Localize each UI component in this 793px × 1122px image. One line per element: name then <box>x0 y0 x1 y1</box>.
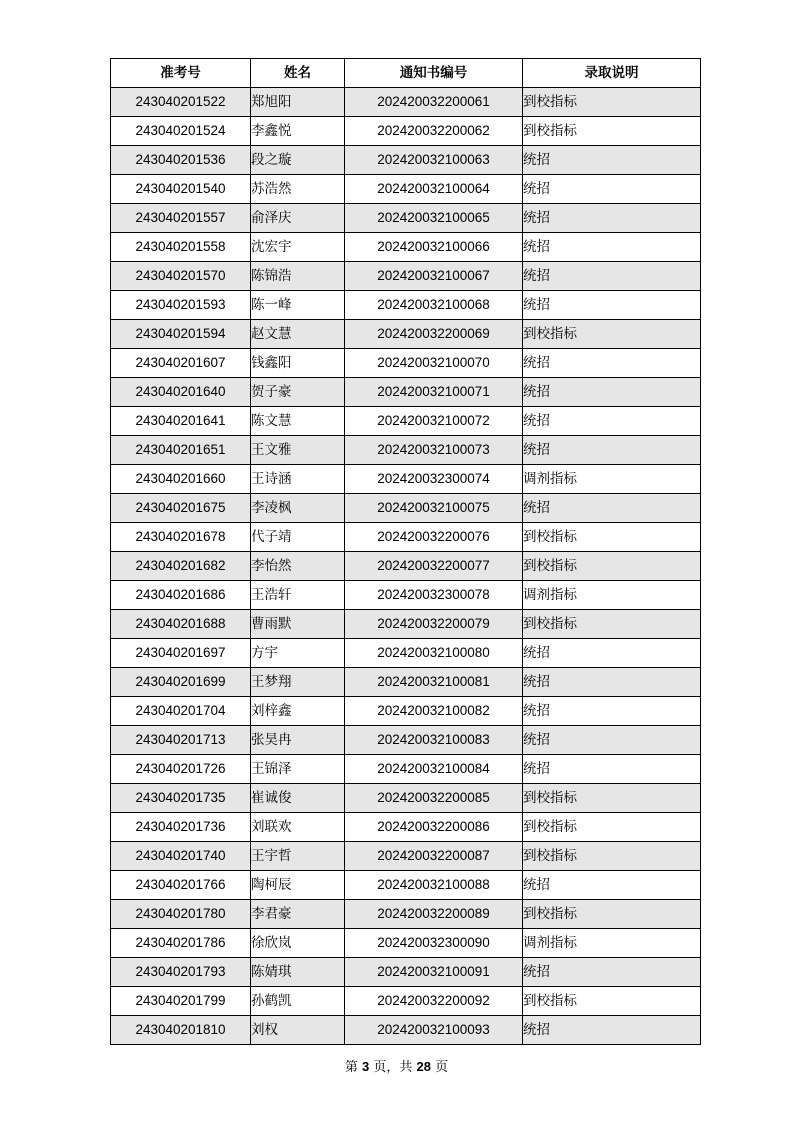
cell-admission-note: 到校指标 <box>523 117 701 146</box>
footer-prefix: 第 <box>344 1060 358 1075</box>
cell-exam-id: 243040201699 <box>111 668 251 697</box>
table-row <box>111 407 701 436</box>
cell-admission-note: 到校指标 <box>523 987 701 1016</box>
cell-name: 崔诚俊 <box>251 784 345 813</box>
cell-notice-number: 202420032100067 <box>345 262 523 291</box>
table-row <box>111 813 701 842</box>
footer-suffix: 页 <box>435 1060 449 1075</box>
cell-admission-note: 统招 <box>523 726 701 755</box>
cell-admission-note: 调剂指标 <box>523 581 701 610</box>
cell-notice-number: 202420032100071 <box>345 378 523 407</box>
cell-notice-number: 202420032100083 <box>345 726 523 755</box>
cell-notice-number: 202420032300078 <box>345 581 523 610</box>
cell-name: 王浩轩 <box>251 581 345 610</box>
table-header-row <box>111 59 701 88</box>
cell-exam-id: 243040201713 <box>111 726 251 755</box>
cell-exam-id: 243040201786 <box>111 929 251 958</box>
cell-admission-note: 统招 <box>523 871 701 900</box>
cell-notice-number: 202420032100064 <box>345 175 523 204</box>
cell-name: 陶柯辰 <box>251 871 345 900</box>
cell-notice-number: 202420032300090 <box>345 929 523 958</box>
cell-name: 钱鑫阳 <box>251 349 345 378</box>
cell-notice-number: 202420032200061 <box>345 88 523 117</box>
cell-admission-note: 统招 <box>523 349 701 378</box>
cell-notice-number: 202420032100075 <box>345 494 523 523</box>
cell-admission-note: 到校指标 <box>523 900 701 929</box>
cell-admission-note: 统招 <box>523 668 701 697</box>
cell-exam-id: 243040201704 <box>111 697 251 726</box>
cell-exam-id: 243040201651 <box>111 436 251 465</box>
cell-exam-id: 243040201607 <box>111 349 251 378</box>
header-exam-id: 准考号 <box>111 59 251 88</box>
cell-name: 孙鹤凯 <box>251 987 345 1016</box>
table-row <box>111 291 701 320</box>
table-row <box>111 523 701 552</box>
cell-notice-number: 202420032100068 <box>345 291 523 320</box>
cell-exam-id: 243040201641 <box>111 407 251 436</box>
table-row <box>111 146 701 175</box>
cell-exam-id: 243040201735 <box>111 784 251 813</box>
cell-admission-note: 统招 <box>523 958 701 987</box>
cell-admission-note: 统招 <box>523 755 701 784</box>
table-row <box>111 697 701 726</box>
cell-name: 陈婧琪 <box>251 958 345 987</box>
cell-name: 曹雨默 <box>251 610 345 639</box>
table-row <box>111 929 701 958</box>
cell-notice-number: 202420032100084 <box>345 755 523 784</box>
cell-admission-note: 统招 <box>523 204 701 233</box>
cell-notice-number: 202420032200087 <box>345 842 523 871</box>
table-row <box>111 871 701 900</box>
cell-exam-id: 243040201594 <box>111 320 251 349</box>
cell-exam-id: 243040201570 <box>111 262 251 291</box>
cell-admission-note: 统招 <box>523 262 701 291</box>
table-row <box>111 610 701 639</box>
cell-exam-id: 243040201540 <box>111 175 251 204</box>
table-row <box>111 175 701 204</box>
cell-notice-number: 202420032100073 <box>345 436 523 465</box>
table-row <box>111 552 701 581</box>
header-notice-number: 通知书编号 <box>345 59 523 88</box>
table-row <box>111 494 701 523</box>
table-row <box>111 581 701 610</box>
table-row <box>111 668 701 697</box>
cell-name: 王诗涵 <box>251 465 345 494</box>
cell-name: 刘权 <box>251 1016 345 1045</box>
table-row <box>111 465 701 494</box>
cell-exam-id: 243040201675 <box>111 494 251 523</box>
cell-name: 王锦泽 <box>251 755 345 784</box>
cell-name: 徐欣岚 <box>251 929 345 958</box>
cell-notice-number: 202420032200086 <box>345 813 523 842</box>
cell-exam-id: 243040201593 <box>111 291 251 320</box>
table-row <box>111 784 701 813</box>
cell-admission-note: 统招 <box>523 436 701 465</box>
cell-name: 沈宏宇 <box>251 233 345 262</box>
cell-name: 郑旭阳 <box>251 88 345 117</box>
cell-exam-id: 243040201810 <box>111 1016 251 1045</box>
cell-name: 李怡然 <box>251 552 345 581</box>
cell-name: 李凌枫 <box>251 494 345 523</box>
cell-admission-note: 到校指标 <box>523 842 701 871</box>
cell-exam-id: 243040201726 <box>111 755 251 784</box>
cell-exam-id: 243040201740 <box>111 842 251 871</box>
cell-notice-number: 202420032200076 <box>345 523 523 552</box>
cell-exam-id: 243040201686 <box>111 581 251 610</box>
table-row <box>111 1016 701 1045</box>
cell-name: 刘梓鑫 <box>251 697 345 726</box>
table-row <box>111 320 701 349</box>
cell-exam-id: 243040201536 <box>111 146 251 175</box>
cell-name: 陈一峰 <box>251 291 345 320</box>
table-row <box>111 842 701 871</box>
cell-admission-note: 统招 <box>523 1016 701 1045</box>
cell-notice-number: 202420032200069 <box>345 320 523 349</box>
cell-exam-id: 243040201678 <box>111 523 251 552</box>
cell-notice-number: 202420032100063 <box>345 146 523 175</box>
cell-notice-number: 202420032300074 <box>345 465 523 494</box>
cell-exam-id: 243040201640 <box>111 378 251 407</box>
cell-admission-note: 调剂指标 <box>523 465 701 494</box>
cell-exam-id: 243040201780 <box>111 900 251 929</box>
cell-name: 王文雅 <box>251 436 345 465</box>
cell-notice-number: 202420032200089 <box>345 900 523 929</box>
cell-name: 李君豪 <box>251 900 345 929</box>
cell-admission-note: 统招 <box>523 175 701 204</box>
table-row <box>111 233 701 262</box>
cell-notice-number: 202420032200085 <box>345 784 523 813</box>
cell-exam-id: 243040201766 <box>111 871 251 900</box>
cell-name: 王梦翔 <box>251 668 345 697</box>
cell-admission-note: 统招 <box>523 494 701 523</box>
cell-admission-note: 到校指标 <box>523 784 701 813</box>
table-row <box>111 639 701 668</box>
cell-name: 李鑫悦 <box>251 117 345 146</box>
page-footer <box>0 1056 793 1075</box>
table-row <box>111 88 701 117</box>
admission-table <box>110 58 701 1045</box>
cell-name: 代子靖 <box>251 523 345 552</box>
cell-notice-number: 202420032100080 <box>345 639 523 668</box>
cell-exam-id: 243040201524 <box>111 117 251 146</box>
cell-name: 赵文慧 <box>251 320 345 349</box>
cell-notice-number: 202420032100093 <box>345 1016 523 1045</box>
table-row <box>111 436 701 465</box>
footer-total-pages: 28 <box>416 1059 431 1074</box>
table-row <box>111 349 701 378</box>
cell-name: 刘联欢 <box>251 813 345 842</box>
cell-notice-number: 202420032100070 <box>345 349 523 378</box>
cell-admission-note: 统招 <box>523 233 701 262</box>
table-row <box>111 378 701 407</box>
cell-exam-id: 243040201799 <box>111 987 251 1016</box>
cell-admission-note: 统招 <box>523 639 701 668</box>
cell-notice-number: 202420032100072 <box>345 407 523 436</box>
table-row <box>111 958 701 987</box>
cell-name: 段之璇 <box>251 146 345 175</box>
cell-exam-id: 243040201688 <box>111 610 251 639</box>
cell-notice-number: 202420032100091 <box>345 958 523 987</box>
cell-admission-note: 统招 <box>523 291 701 320</box>
cell-exam-id: 243040201522 <box>111 88 251 117</box>
cell-admission-note: 到校指标 <box>523 523 701 552</box>
cell-notice-number: 202420032100088 <box>345 871 523 900</box>
cell-name: 俞泽庆 <box>251 204 345 233</box>
cell-exam-id: 243040201682 <box>111 552 251 581</box>
cell-notice-number: 202420032100081 <box>345 668 523 697</box>
cell-exam-id: 243040201660 <box>111 465 251 494</box>
cell-name: 苏浩然 <box>251 175 345 204</box>
cell-notice-number: 202420032200079 <box>345 610 523 639</box>
cell-notice-number: 202420032100082 <box>345 697 523 726</box>
table-row <box>111 900 701 929</box>
cell-admission-note: 调剂指标 <box>523 929 701 958</box>
cell-notice-number: 202420032100066 <box>345 233 523 262</box>
cell-notice-number: 202420032200077 <box>345 552 523 581</box>
table-row <box>111 262 701 291</box>
cell-admission-note: 到校指标 <box>523 320 701 349</box>
table-body <box>111 88 701 1045</box>
cell-exam-id: 243040201736 <box>111 813 251 842</box>
cell-notice-number: 202420032100065 <box>345 204 523 233</box>
cell-name: 陈锦浩 <box>251 262 345 291</box>
cell-admission-note: 统招 <box>523 378 701 407</box>
cell-name: 王宇哲 <box>251 842 345 871</box>
cell-name: 张昊冉 <box>251 726 345 755</box>
cell-admission-note: 统招 <box>523 146 701 175</box>
cell-exam-id: 243040201557 <box>111 204 251 233</box>
cell-admission-note: 到校指标 <box>523 813 701 842</box>
footer-middle: 页，共 <box>373 1060 413 1075</box>
cell-exam-id: 243040201697 <box>111 639 251 668</box>
cell-exam-id: 243040201558 <box>111 233 251 262</box>
cell-admission-note: 到校指标 <box>523 88 701 117</box>
cell-notice-number: 202420032200092 <box>345 987 523 1016</box>
header-admission-note: 录取说明 <box>523 59 701 88</box>
cell-admission-note: 统招 <box>523 697 701 726</box>
footer-page-number: 3 <box>362 1059 370 1074</box>
header-name: 姓名 <box>251 59 345 88</box>
cell-exam-id: 243040201793 <box>111 958 251 987</box>
table-row <box>111 987 701 1016</box>
table-row <box>111 726 701 755</box>
cell-name: 方宇 <box>251 639 345 668</box>
cell-admission-note: 到校指标 <box>523 552 701 581</box>
table-row <box>111 204 701 233</box>
table-row <box>111 117 701 146</box>
table-row <box>111 755 701 784</box>
cell-admission-note: 到校指标 <box>523 610 701 639</box>
cell-notice-number: 202420032200062 <box>345 117 523 146</box>
cell-admission-note: 统招 <box>523 407 701 436</box>
cell-name: 贺子豪 <box>251 378 345 407</box>
cell-name: 陈文慧 <box>251 407 345 436</box>
